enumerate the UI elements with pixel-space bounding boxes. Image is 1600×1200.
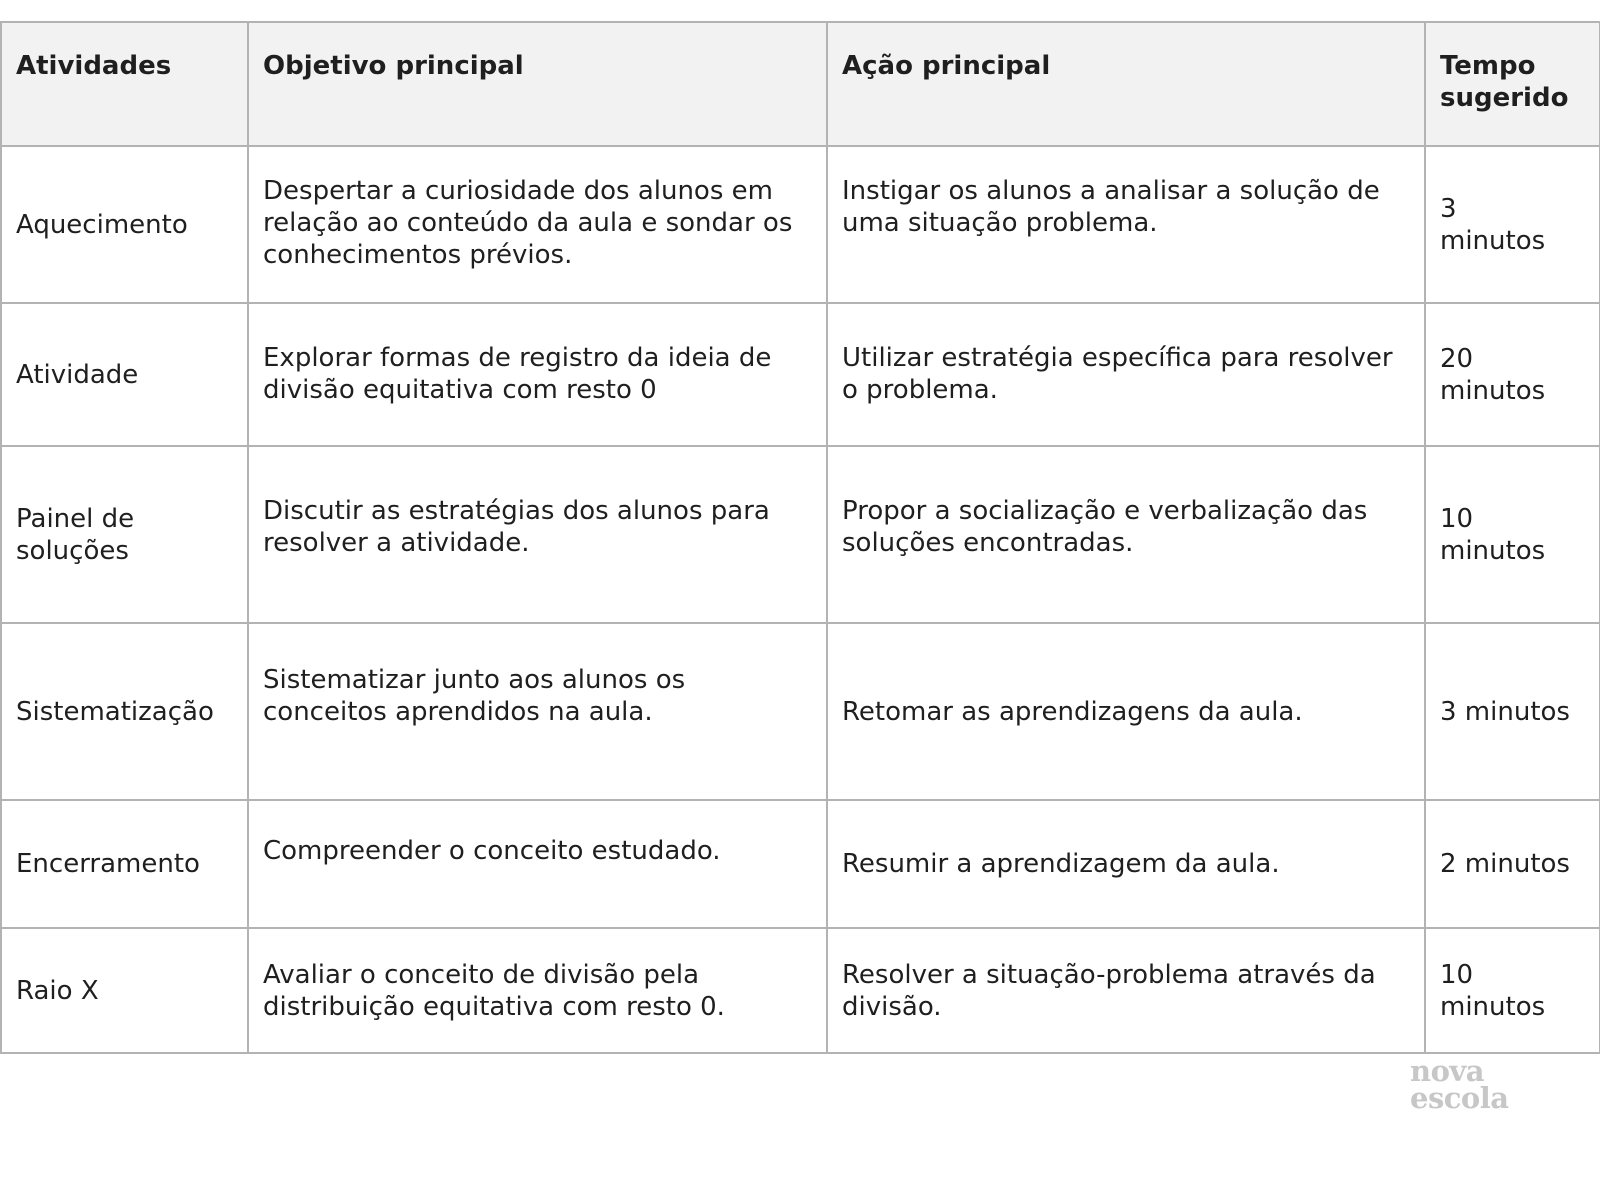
cell-objetivo: Explorar formas de registro da ideia de divisão equitativa com resto 0 [248,303,827,446]
cell-tempo: 3 minutos [1425,623,1600,800]
cell-tempo: 3 minutos [1425,146,1600,303]
nova-escola-logo [1410,1054,1530,1115]
logo-line-2: escola [1410,1081,1509,1115]
cell-acao: Propor a socialização e verbalização das soluções encontradas. [827,446,1425,623]
table-row [1,928,1600,1053]
cell-atividade: Encerramento [1,800,248,928]
cell-objetivo: Sistematizar junto aos alunos os conceitos aprendidos na aula. [248,623,827,800]
table-row [1,446,1600,623]
cell-acao: Utilizar estratégia específica para resolver o problema. [827,303,1425,446]
cell-objetivo: Despertar a curiosidade dos alunos em relação ao conteúdo da aula e sondar os conhecimentos prévios. [248,146,827,303]
cell-acao: Retomar as aprendizagens da aula. [827,623,1425,800]
cell-acao: Resolver a situação-problema através da divisão. [827,928,1425,1053]
cell-atividade: Raio X [1,928,248,1053]
table-row [1,800,1600,928]
cell-atividade: Aquecimento [1,146,248,303]
cell-acao: Instigar os alunos a analisar a solução de uma situação problema. [827,146,1425,303]
table-row [1,303,1600,446]
cell-atividade: Atividade [1,303,248,446]
cell-atividade: Sistematização [1,623,248,800]
cell-atividade: Painel de soluções [1,446,248,623]
header-atividades: Atividades [1,22,248,146]
cell-tempo: 20 minutos [1425,303,1600,446]
cell-tempo: 10 minutos [1425,446,1600,623]
lesson-plan-table [0,21,1600,1054]
logo-line-1: nova [1410,1054,1485,1088]
header-acao-principal: Ação principal [827,22,1425,146]
table-row [1,146,1600,303]
table-header-row [1,22,1600,146]
cell-tempo: 10 minutos [1425,928,1600,1053]
header-tempo-sugerido: Tempo sugerido [1425,22,1600,146]
table-row [1,623,1600,800]
cell-tempo: 2 minutos [1425,800,1600,928]
cell-objetivo: Compreender o conceito estudado. [248,800,827,928]
cell-objetivo: Discutir as estratégias dos alunos para resolver a atividade. [248,446,827,623]
cell-acao: Resumir a aprendizagem da aula. [827,800,1425,928]
header-objetivo-principal: Objetivo principal [248,22,827,146]
cell-objetivo: Avaliar o conceito de divisão pela distribuição equitativa com resto 0. [248,928,827,1053]
